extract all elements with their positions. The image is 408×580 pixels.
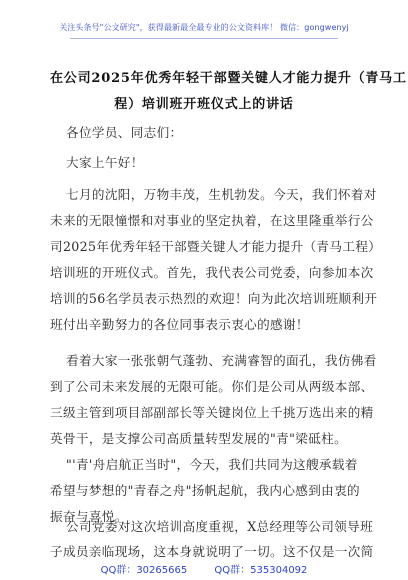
header-divider: [70, 38, 338, 39]
paragraph-line: 英骨干，是支撑公司高质量转型发展的"青"梁砥柱。: [50, 431, 348, 446]
paragraph-line: 三级主管到项目部副部长等关键岗位上千挑万选出来的精: [50, 405, 374, 420]
paragraph-line: 振奋与喜悦。: [50, 509, 128, 524]
paragraph-line: 希望与梦想的"青春之舟"扬帆起航，我内心感到由衷的: [50, 483, 360, 498]
paragraph-line: "'青'舟启航正当时"，今天，我们共同为这艘承载着: [66, 457, 358, 472]
paragraph-line: 司2025年优秀年轻干部暨关键人才能力提升（青马工程）: [50, 239, 382, 254]
paragraph-line: 培训班的开班仪式。首先，我代表公司党委，向参加本次: [50, 265, 374, 280]
paragraph-line: 培训的56名学员表示热烈的欢迎！向为此次培训班顺利开: [50, 291, 378, 306]
salutation: 各位学员、同志们：: [66, 125, 183, 140]
paragraph-line: 班付出辛勤努力的各位同事表示衷心的感谢！: [50, 317, 309, 332]
footer-contacts: [0, 561, 408, 576]
header-banner: 关注头条号"公文研究"，获得最新最全最专业的公文资料库！ 微信：gongwenyj: [59, 23, 349, 32]
footer-qq-group-1: QQ群：30265665: [100, 565, 188, 576]
paragraph-line: 未来的无限憧憬和对事业的坚定执着，在这里隆重举行公: [50, 213, 374, 228]
footer-qq-group-2: QQ群：535304092: [214, 565, 308, 576]
paragraph-line: 子成员亲临现场，这本身就说明了一切。这不仅是一次简: [50, 544, 374, 559]
paragraph-line: 到了公司未来发展的无限可能。你们是公司从两级本部、: [50, 379, 374, 394]
document-title-line-1: 在公司2025年优秀年轻干部暨关键人才能力提升（青马工: [50, 71, 407, 86]
document-title-line-2: 程）培训班开班仪式上的讲话: [114, 97, 294, 112]
greeting: 大家上午好！: [66, 155, 144, 170]
paragraph-line: 公司党委对这次培训高度重视，X总经理等公司领导班: [66, 519, 374, 534]
paragraph-line: 看着大家一张张朝气蓬勃、充满睿智的面孔，我仿佛看: [66, 353, 377, 368]
paragraph-line: 七月的沈阳，万物丰茂，生机勃发。今天，我们怀着对: [66, 187, 377, 202]
